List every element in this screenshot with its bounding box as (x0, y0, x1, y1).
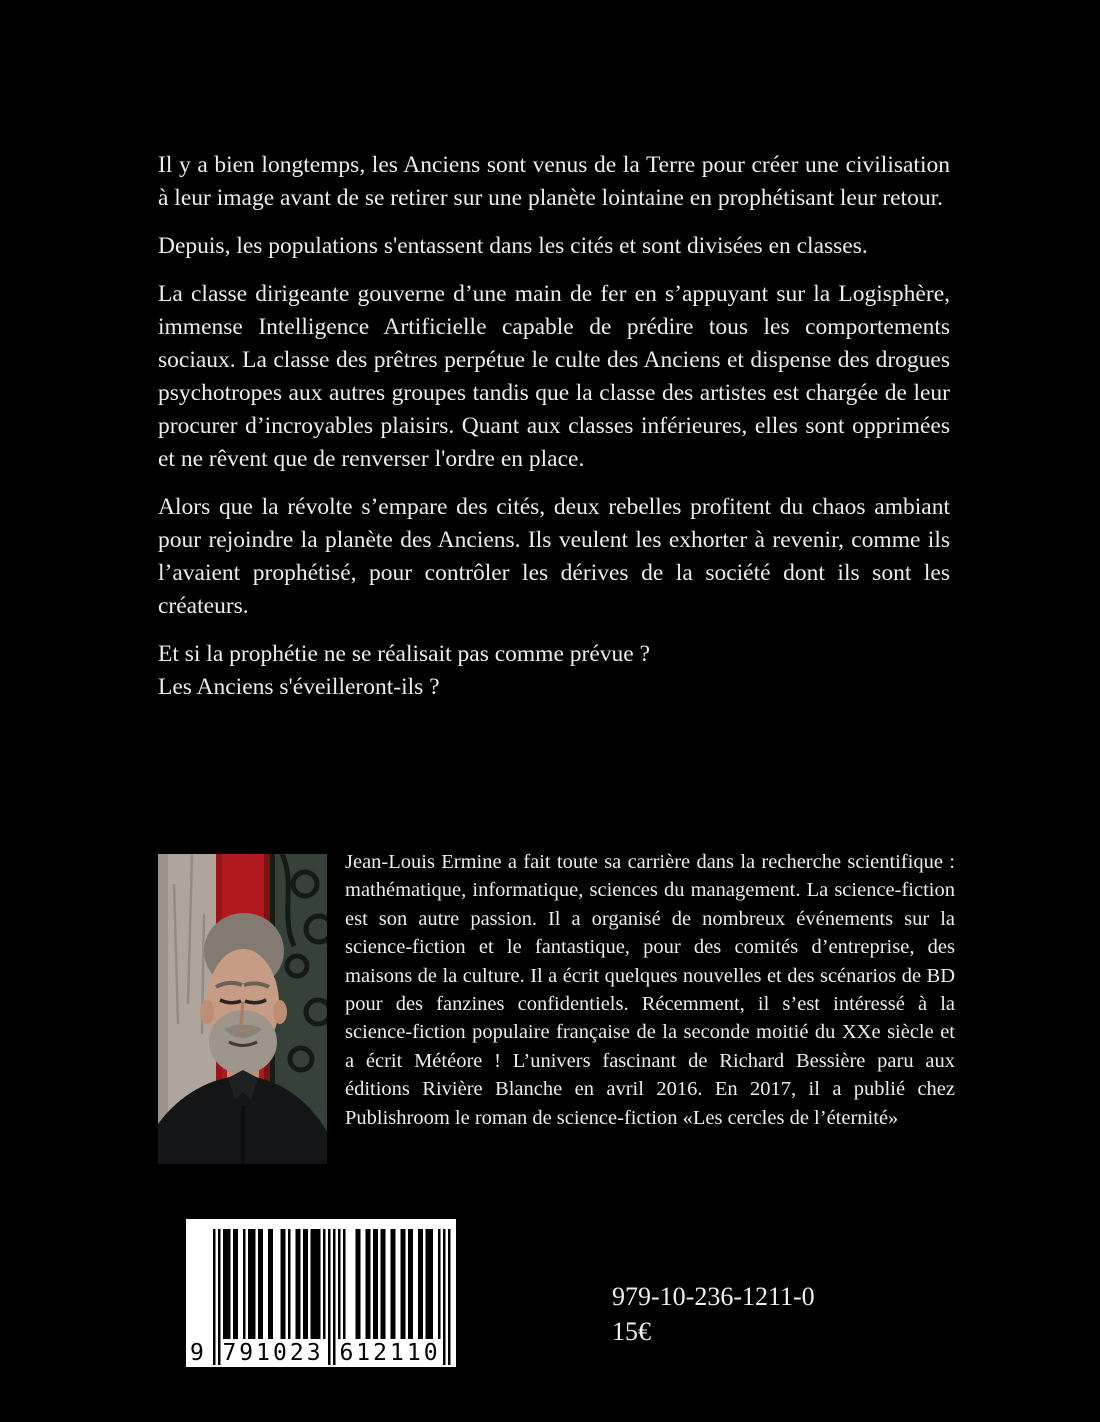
synopsis-paragraph-3: La classe dirigeante gouverne d’une main de fer en s’appuyant sur la Logisphère, immense Intelligence Artificielle capable de prédire tous les comportements sociaux. La classe des prêtres perpétue le culte des Anciens et dispense des drogues psychotropes aux autres groupes tandis que la classe des artistes est chargée de leur procurer d’incroyables plaisirs. Quant aux classes inférieures, elles sont opprimées et ne rêvent que de renverser l'ordre en place. (158, 281, 950, 472)
synopsis (158, 149, 950, 704)
synopsis-paragraph-4: Alors que la révolte s’empare des cités, deux rebelles profitent du chaos ambiant pour rejoindre la planète des Anciens. Ils veulent les exhorter à revenir, comme ils l’avaient prophétisé, pour contrôler les dérives de la société dont ils sont les créateurs. (158, 494, 950, 619)
barcode-digit-first: 9 (190, 1340, 204, 1366)
synopsis-paragraph-2: Depuis, les populations s'entassent dans les cités et sont divisées en classes. (158, 233, 868, 259)
author-portrait-illustration (158, 854, 327, 1164)
question-line-1: Et si la prophétie ne se réalisait pas comme prévue ? (158, 641, 651, 667)
pricing-block (612, 1279, 815, 1349)
barcode-digits-right-group: 612110 (339, 1340, 441, 1366)
price: 15€ (612, 1317, 651, 1346)
isbn: 979-10-236-1211-0 (612, 1282, 815, 1311)
question-line-2: Les Anciens s'éveilleront-ils ? (158, 674, 440, 700)
synopsis-paragraph-1: Il y a bien longtemps, les Anciens sont venus de la Terre pour créer une civilisation à leur image avant de se retirer sur une planète lointaine en prophétisant leur retour. (158, 152, 950, 211)
author-bio: Jean-Louis Ermine a fait toute sa carrière dans la recherche scientifique : mathématique, informatique, sciences du management. La science-fiction est son autre passion. Il a organisé de nombreux événements sur la science-fiction et le fantastique, pour des comités d’entreprise, des maisons de la culture. Il a écrit quelques nouvelles et des scénarios de BD pour des fanzines confidentiels. Récemment, il s’est intéressé à la science-fiction populaire française de la seconde moitié du XXe siècle et a écrit Météore ! L’univers fascinant de Richard Bessière paru aux éditions Rivière Blanche en avril 2016. En 2017, il a publié chez Publishroom le roman de science-fiction «Les cercles de l’éternité» (345, 851, 955, 1129)
barcode-digits-left-group: 791023 (222, 1340, 324, 1366)
barcode (186, 1219, 456, 1367)
author-photo (158, 854, 327, 1164)
